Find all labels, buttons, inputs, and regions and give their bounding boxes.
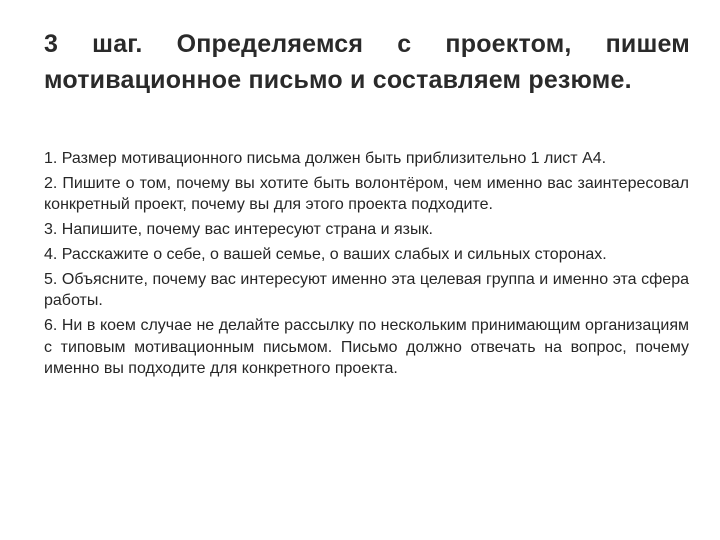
instructions-list (44, 148, 689, 383)
slide-title: 3 шаг. Определяемся с проектом, пишем мотивационное письмо и составляем резюме. (44, 30, 690, 94)
list-item: 6. Ни в коем случае не делайте рассылку по нескольким принимающим организациям с типовым мотивационным письмом. Письмо должно отвечать на вопрос, почему именно вы подходите для конкретного проекта. (44, 317, 689, 377)
list-item: 5. Объясните, почему вас интересуют именно эта целевая группа и именно эта сфера работы. (44, 271, 689, 310)
list-item: 4. Расскажите о себе, о вашей семье, о ваших слабых и сильных сторонах. (44, 246, 607, 264)
list-item: 1. Размер мотивационного письма должен быть приблизительно 1 лист А4. (44, 150, 607, 167)
list-item: 3. Напишите, почему вас интересуют страна и язык. (44, 221, 433, 239)
list-item: 2. Пишите о том, почему вы хотите быть волонтёром, чем именно вас заинтересовал конкретный проект, почему вы для этого проекта подходите. (44, 175, 689, 214)
